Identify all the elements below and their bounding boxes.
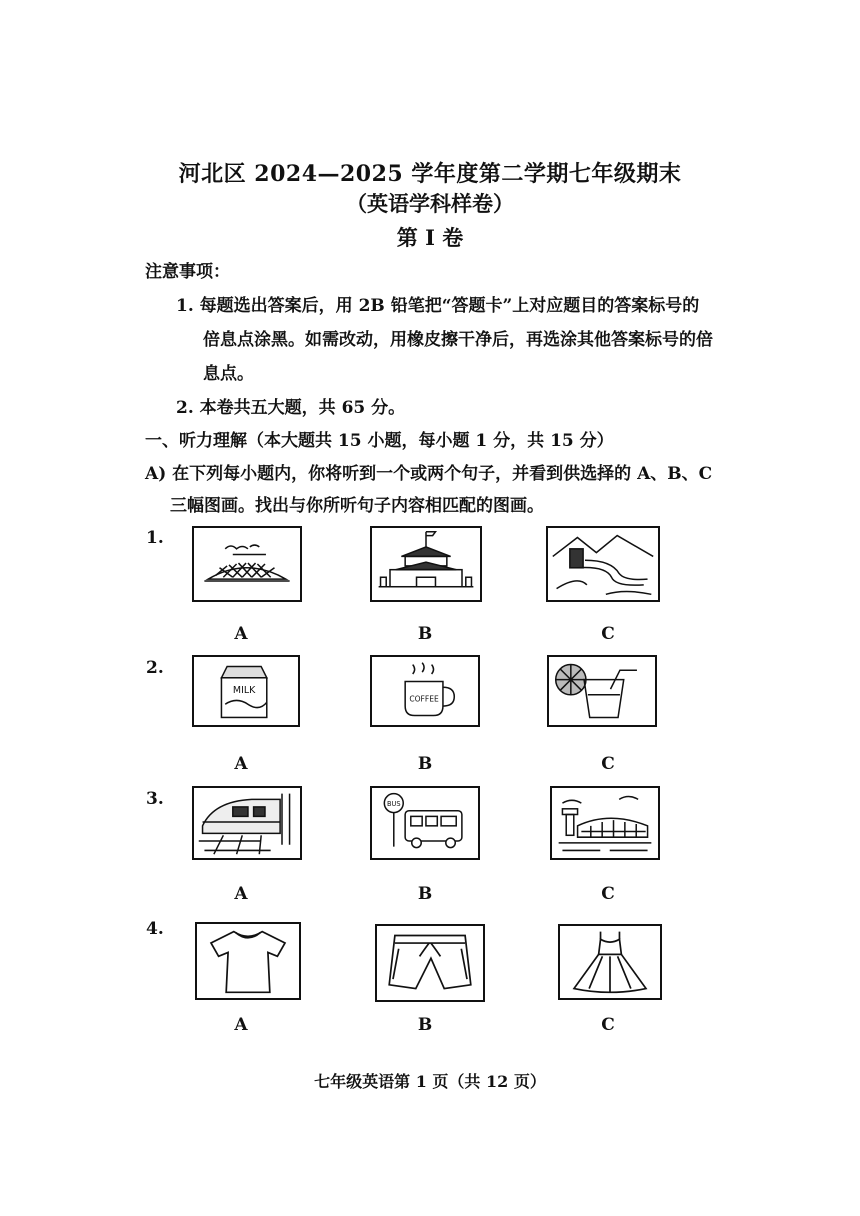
exam-subtitle: （英语学科样卷） <box>346 191 514 216</box>
coffee-cup-icon[interactable] <box>370 655 480 727</box>
option-letter: C <box>601 1015 615 1035</box>
milk-label: MILK <box>232 684 256 696</box>
notice-item-1-line-1: 1. 每题选出答案后，用 2B 铅笔把“答题卡”上对应题目的答案标号的 <box>176 296 700 316</box>
t-shirt-icon[interactable] <box>195 922 301 1000</box>
question-number: 2. <box>146 658 164 678</box>
section-1-heading: 一、听力理解（本大题共 15 小题，每小题 1 分，共 15 分） <box>145 431 614 451</box>
train-icon[interactable] <box>192 786 302 860</box>
page-footer: 七年级英语第 1 页（共 12 页） <box>314 1072 546 1091</box>
option-letter: A <box>234 754 248 774</box>
great-wall-icon[interactable] <box>546 526 660 602</box>
option-letter: B <box>417 754 433 774</box>
option-letter: C <box>601 884 615 904</box>
tiananmen-gate-icon[interactable] <box>370 526 482 602</box>
volume-label: 第 I 卷 <box>396 225 464 250</box>
notice-heading: 注意事项： <box>145 262 230 282</box>
option-letter: C <box>601 754 615 774</box>
option-letter: B <box>417 624 433 644</box>
exam-title: 河北区 2024—2025 学年度第二学期七年级期末 <box>178 161 682 187</box>
milk-carton-icon[interactable] <box>192 655 300 727</box>
option-letter: C <box>601 624 615 644</box>
question-number: 1. <box>146 528 164 548</box>
question-number: 3. <box>146 789 164 809</box>
shorts-icon[interactable] <box>375 924 485 1002</box>
option-letter: B <box>417 1015 433 1035</box>
notice-item-2: 2. 本卷共五大题，共 65 分。 <box>176 398 406 418</box>
airport-icon[interactable] <box>550 786 660 860</box>
option-letter: B <box>417 884 433 904</box>
dress-icon[interactable] <box>558 924 662 1000</box>
option-letter: A <box>234 1015 248 1035</box>
bus-icon[interactable] <box>370 786 480 860</box>
coffee-label: COFFEE <box>409 694 439 704</box>
juice-glass-icon[interactable] <box>547 655 657 727</box>
notice-item-1-line-3: 息点。 <box>203 364 254 384</box>
bus-sign-label: BUS <box>386 799 401 808</box>
part-a-instruction-line-1: A) 在下列每小题内，你将听到一个或两个句子，并看到供选择的 A、B、C <box>145 464 713 484</box>
birds-nest-stadium-icon[interactable] <box>192 526 302 602</box>
option-letter: A <box>234 884 248 904</box>
part-a-instruction-line-2: 三幅图画。找出与你所听句子内容相匹配的图画。 <box>170 496 544 516</box>
option-letter: A <box>234 624 248 644</box>
notice-item-1-line-2: 倍息点涂黑。如需改动，用橡皮擦干净后，再选涂其他答案标号的倍 <box>203 330 713 350</box>
question-number: 4. <box>146 919 164 939</box>
